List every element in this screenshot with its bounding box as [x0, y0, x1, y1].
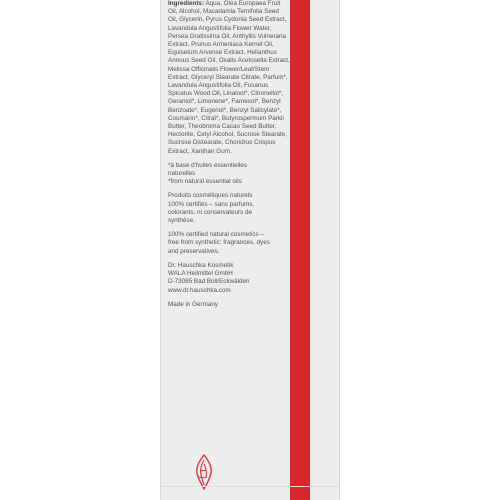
natural-cosmetics-en: 100% certified natural cosmetics – free from synthetic: fragrances, dyes and preservatives.	[168, 231, 270, 255]
essential-oils-footnote: *à base d'huiles essentielles naturelles *from natural essential oils	[168, 161, 247, 186]
ingredients-list: Aqua, Olea Europaea Fruit Oil, Alcohol, Macadamia Ternifolia Seed Oil, Glycerin, Pyrus Cydonia Seed Extract, Lavandula Angustifolia Flower Water, Persea Gratissima Oil, Anthyllis Vulneraria Extract, Prunus Armeniaca Kernel Oil, Equisetum Arvense Extract, Helianthus Annuus Seed Oil, Oxalis Acetosella Extract, Melissa Officinalis Flower/Leaf/Stem Extract, Glyceryl Stearate Citrate, Parfum*, Lavandula Angustifolia Oil, Fusanus Spicatus Wood Oil, Linalool*, Citronellol*, Geraniol*, Limonene*, Farnesol*, Benzyl Benzoate*, Eugenol*, Benzyl Salicylate*, Coumarin*, Citral*, Butyrospermum Parkii Butter, Theobroma Cacao Seed Butter, Hectorite, Cetyl Alcohol, Sucrose Stearate, Sucrose Distearate, Chondrus Crispus Extract, Xanthan Gum.	[168, 0, 290, 155]
right-white-margin	[340, 0, 500, 500]
bottom-divider	[160, 486, 340, 487]
made-in-germany: Made in Germany	[168, 300, 219, 308]
company-address: Dr. Hauschka Kosmetik WALA Heilmittel GmbH D-73085 Bad Boll/Eckwälden www.dr.hauschka.com	[168, 261, 250, 294]
ingredients-heading: Ingredients:	[168, 0, 205, 7]
red-accent-stripe	[290, 0, 310, 500]
left-white-margin	[0, 0, 160, 500]
natural-cosmetics-fr: Produits cosmétiques naturels 100% certifiés – sans parfums, colorants, ni conservateurs de synthèse.	[168, 192, 255, 225]
label-text-column	[168, 0, 290, 315]
ingredients-block	[168, 0, 290, 156]
